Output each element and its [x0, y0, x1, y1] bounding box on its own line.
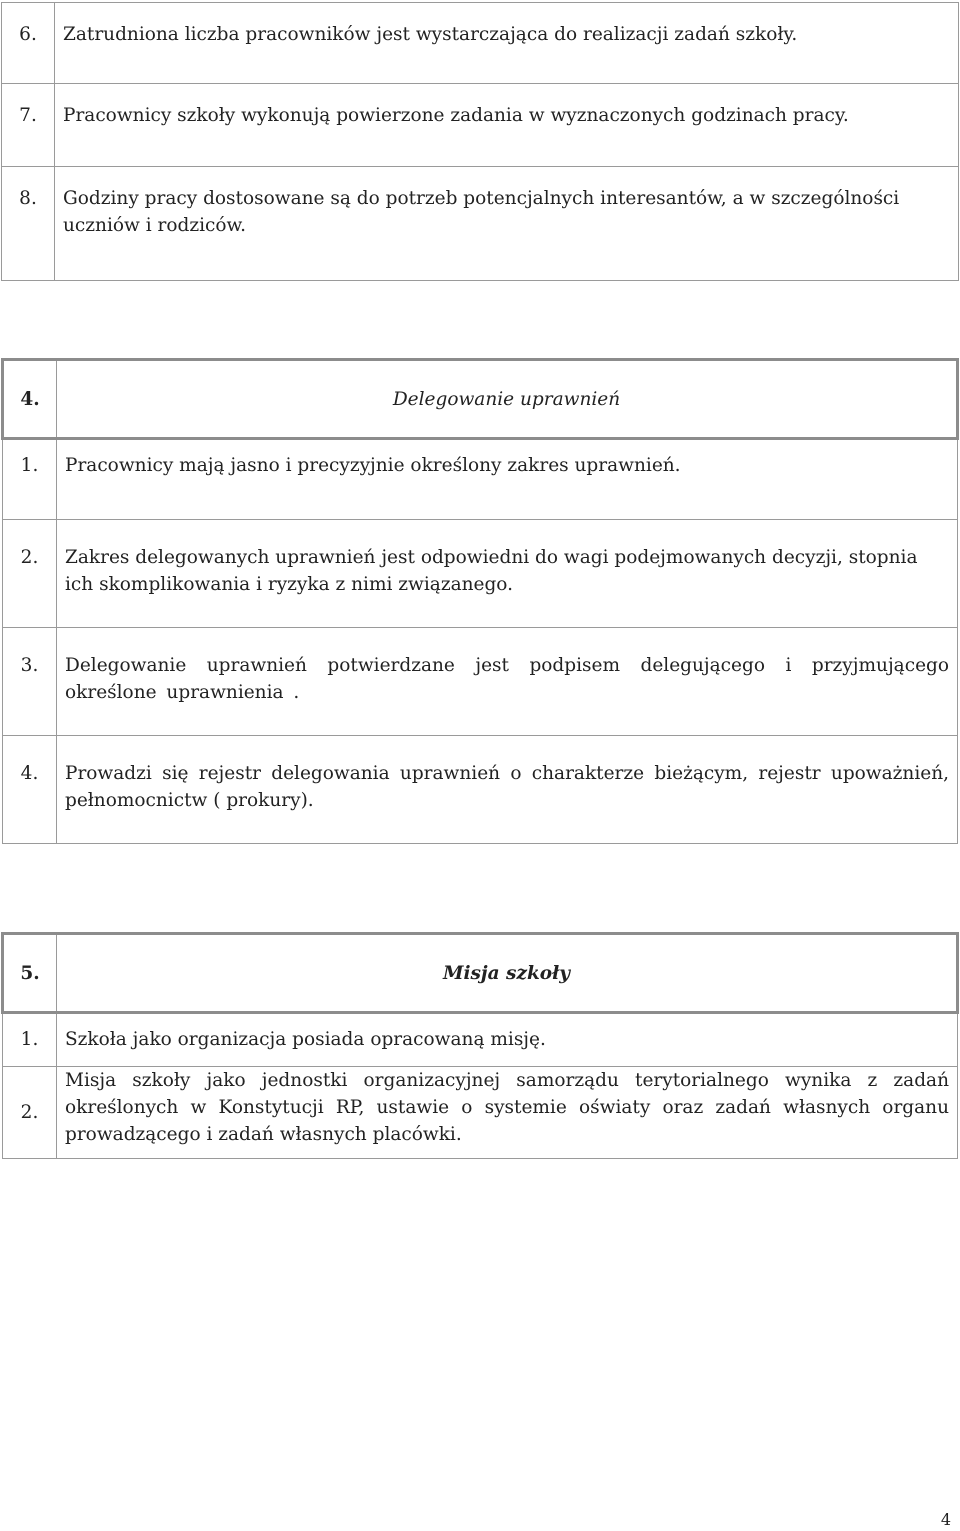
row-text: Delegowanie uprawnień potwierdzane jest podpisem delegującego i przyjmującego określone uprawnienia .	[57, 628, 958, 736]
row-number: 7.	[2, 84, 55, 167]
section-number: 4.	[3, 360, 57, 439]
section-title: Delegowanie uprawnień	[57, 360, 958, 439]
row-text: Pracownicy mają jasno i precyzyjnie określony zakres uprawnień.	[57, 439, 958, 520]
page-number: 4	[940, 1510, 951, 1529]
table-row	[3, 439, 958, 520]
row-text: Szkoła jako organizacja posiada opracowaną misję.	[57, 1013, 958, 1067]
section-4-table	[1, 358, 959, 844]
row-text: Pracownicy szkoły wykonują powierzone zadania w wyznaczonych godzinach pracy.	[55, 84, 959, 167]
row-text: Zatrudniona liczba pracowników jest wystarczająca do realizacji zadań szkoły.	[55, 3, 959, 84]
row-text: Godziny pracy dostosowane są do potrzeb potencjalnych interesantów, a w szczególności uczniów i rodziców.	[55, 167, 959, 281]
row-number: 1.	[3, 1013, 57, 1067]
section-header	[3, 934, 958, 1013]
row-number: 2.	[3, 1067, 57, 1159]
row-number: 6.	[2, 3, 55, 84]
row-number: 8.	[2, 167, 55, 281]
table-row	[3, 628, 958, 736]
table-row	[2, 167, 959, 281]
row-text: Prowadzi się rejestr delegowania uprawnień o charakterze bieżącym, rejestr upoważnień, pełnomocnictw ( prokury).	[57, 736, 958, 844]
table-row	[2, 3, 959, 84]
table-row	[3, 736, 958, 844]
table-row	[3, 1013, 958, 1067]
row-number: 1.	[3, 439, 57, 520]
section-header	[3, 360, 958, 439]
row-number: 4.	[3, 736, 57, 844]
section-5-table	[1, 932, 959, 1159]
section-number: 5.	[3, 934, 57, 1013]
table-row	[3, 520, 958, 628]
table-row	[3, 1067, 958, 1159]
staffing-table	[1, 2, 959, 281]
row-number: 3.	[3, 628, 57, 736]
row-number: 2.	[3, 520, 57, 628]
row-text: Zakres delegowanych uprawnień jest odpowiedni do wagi podejmowanych decyzji, stopnia ich skomplikowania i ryzyka z nimi związanego.	[57, 520, 958, 628]
table-row	[2, 84, 959, 167]
row-text: Misja szkoły jako jednostki organizacyjnej samorządu terytorialnego wynika z zadań określonych w Konstytucji RP, ustawie o systemie oświaty oraz zadań własnych organu prowadzącego i zadań własnych placówki.	[57, 1067, 958, 1159]
section-title: Misja szkoły	[57, 934, 958, 1013]
